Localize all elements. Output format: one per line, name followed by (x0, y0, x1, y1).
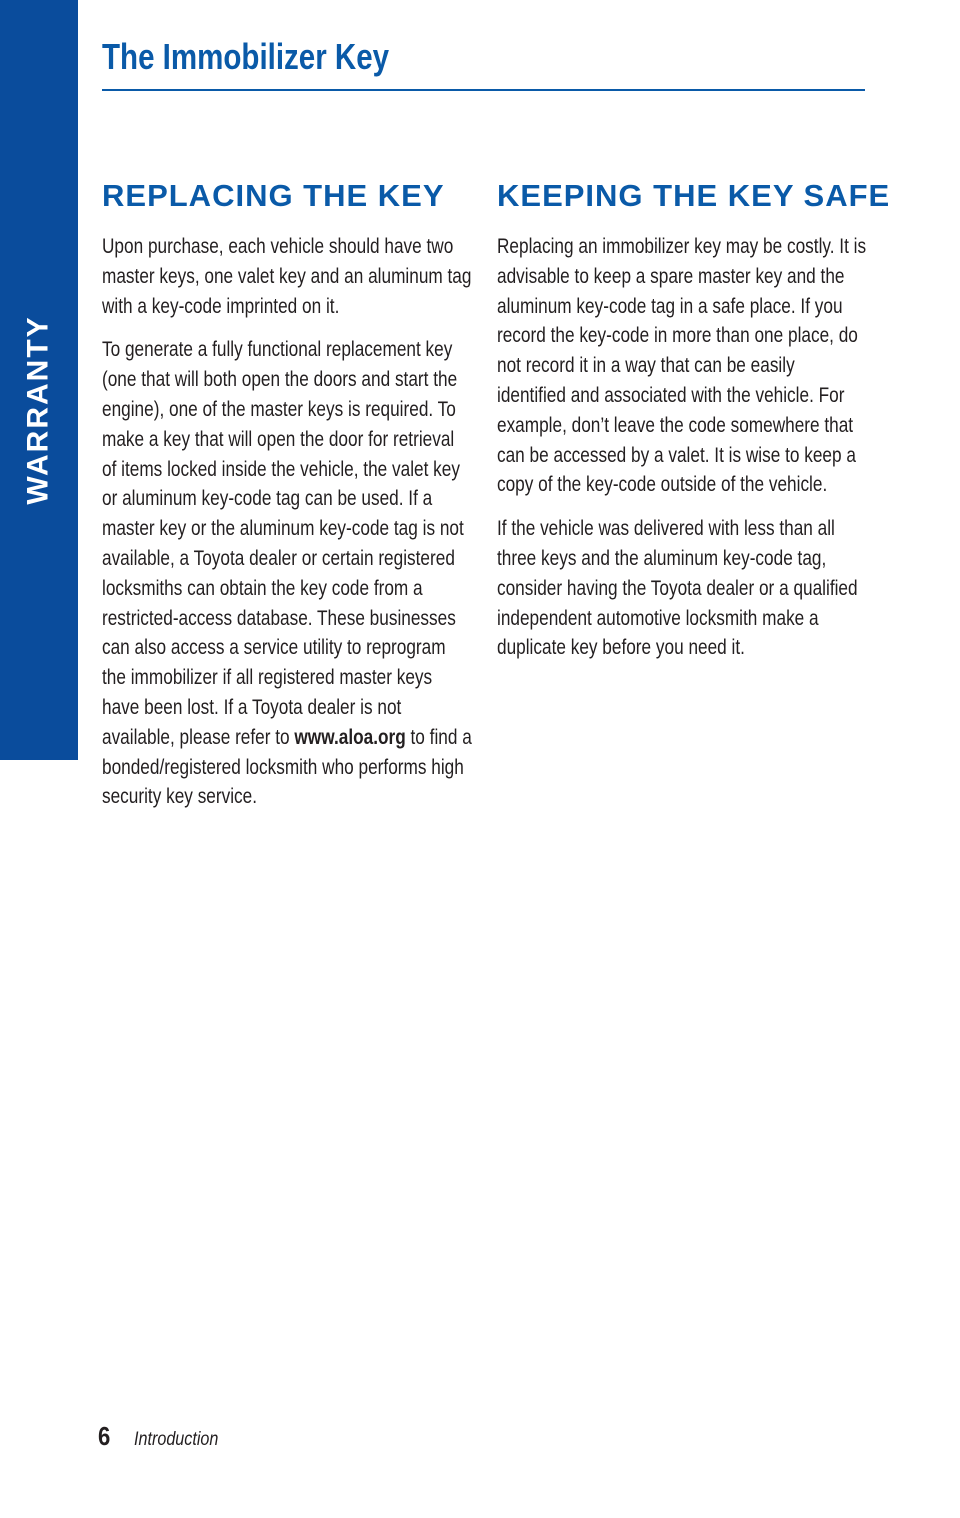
keeping-key-safe-paragraph-2: If the vehicle was delivered with less than all three keys and the aluminum key-code tag, consider having the Toyota dealer or a qualified independent automotive locksmith make a duplicate key before you need it. (497, 517, 858, 660)
page-footer (98, 1421, 234, 1452)
side-tab-label-wrap (0, 0, 78, 760)
replacing-key-paragraph-2 (102, 335, 473, 812)
replacing-key-heading: REPLACING THE KEY (102, 178, 445, 213)
replacing-key-paragraph-1: Upon purchase, each vehicle should have two master keys, one valet key and an aluminum tag with a key-code imprinted on it. (102, 235, 472, 318)
keeping-key-safe-paragraph-1: Replacing an immobilizer key may be costly. It is advisable to keep a spare master key and the aluminum key-code tag in a safe place. If you record the key-code in more than one place, do not record it in a way that can be easily identified and associated with the vehicle. For example, don’t leave the code somewhere that can be accessed by a valet. It is wise to keep a copy of the key-code outside of the vehicle. (497, 235, 867, 497)
replacing-key-paragraph-2-end: to find a bonded/registered locksmith who performs high security key service. (102, 725, 472, 809)
replacing-key-paragraph-2-start: To generate a fully functional replacement key (one that will both open the doors and start the engine), one of the master keys is required. To make a key that will open the door for retrieval of items locked inside the vehicle, the valet key or aluminum key-code tag can be used. If a master key or the aluminum key-code tag is not available, a Toyota dealer or certain registered locksmiths can obtain the key code from a restricted-access database. These businesses can also access a service utility to reprogram the immobilizer if all registered master keys have been lost. If a Toyota dealer is not available, please refer to (102, 338, 464, 749)
aloa-link[interactable]: www.aloa.org (294, 725, 406, 749)
left-column (102, 178, 474, 826)
side-tab-label: WARRANTY (22, 315, 56, 505)
title-divider (102, 89, 865, 91)
keeping-key-safe-heading: KEEPING THE KEY SAFE (497, 178, 891, 213)
page-number: 6 (98, 1421, 111, 1451)
footer-section-name: Introduction (134, 1429, 219, 1450)
right-column (497, 178, 891, 677)
page-title: The Immobilizer Key (102, 36, 390, 77)
